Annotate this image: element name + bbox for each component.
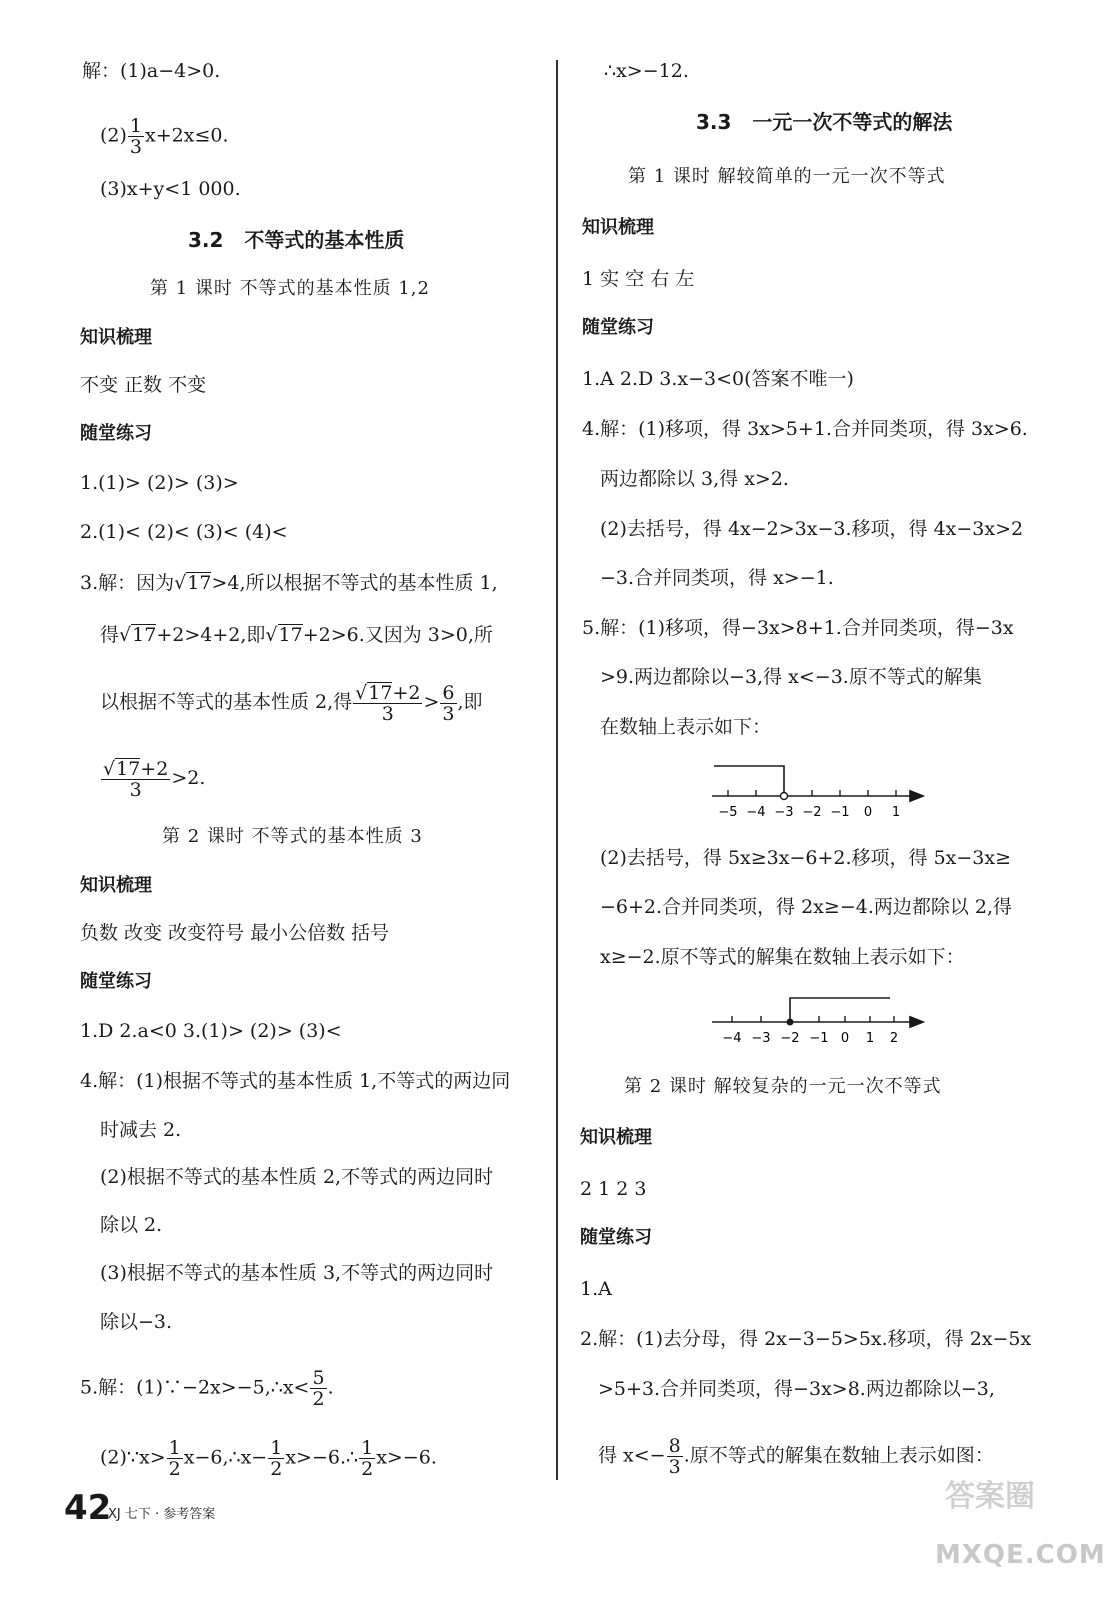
closed-point <box>787 1019 794 1026</box>
footer-label: XJ 七下 · 参考答案 <box>108 1507 216 1522</box>
right-top-line: ∴x>−12. <box>604 60 689 82</box>
s33-l2-q1: 1.A <box>580 1278 612 1300</box>
section-3-2-heading: 3.2 不等式的基本性质 <box>188 228 405 252</box>
s32-l1-q1: 1.(1)> (2)> (3)> <box>80 472 239 494</box>
s33-lesson1-title: 第 1 课时 解较简单的一元一次不等式 <box>628 166 946 187</box>
number-line-1 <box>700 756 940 828</box>
s32-l2-q4f: 除以−3. <box>100 1311 173 1333</box>
open-point <box>781 793 788 800</box>
s32-l2-q5b: (2)∵x> $\frac{1}{2}$ x−6,∴x− $\frac{1}{2}$ x>−6.∴ $\frac{1}{2}$ x>−6. <box>100 1437 437 1480</box>
s33-l2-q2b: >5+3.合并同类项，得−3x>8.两边都除以−3, <box>598 1378 995 1400</box>
label-knowledge: 知识梳理 <box>80 327 152 348</box>
s33-l1-q4c: (2)去括号，得 4x−2>3x−3.移项，得 4x−3x>2 <box>600 518 1024 540</box>
watermark-text: MXQE.COM <box>935 1540 1106 1570</box>
watermark-logo-icon: 答案圈 <box>945 1479 1035 1514</box>
tick-label: −2 <box>780 1031 800 1046</box>
tick-label: 2 <box>889 1031 899 1046</box>
s32-l1-q2: 2.(1)< (2)< (3)< (4)< <box>80 521 288 543</box>
ticks-1 <box>728 790 896 796</box>
s32-l2-knowledge: 负数 改变 改变符号 最小公倍数 括号 <box>80 922 390 944</box>
s32-l1-knowledge: 不变 正数 不变 <box>80 374 207 396</box>
s32-lesson2-title: 第 2 课时 不等式的基本性质 3 <box>162 826 423 847</box>
s32-l2-q4c: (2)根据不等式的基本性质 2,不等式的两边同时 <box>100 1166 494 1188</box>
s33-l1-q5c: 在数轴上表示如下： <box>600 716 772 738</box>
s32-l2-q4b: 时减去 2. <box>100 1119 182 1141</box>
q4-intro: 解：(1)a−4>0. <box>82 60 221 82</box>
s33-l1-q4d: −3.合并同类项，得 x>−1. <box>600 567 834 589</box>
s32-l2-q5a: 5.解：(1)∵−2x>−5,∴x< $\frac{5}{2}$ . <box>80 1367 334 1410</box>
s32-l2-q4d: 除以 2. <box>100 1214 163 1236</box>
s32-l2-q4a: 4.解：(1)根据不等式的基本性质 1,不等式的两边同 <box>80 1070 511 1092</box>
s32-lesson1-title: 第 1 课时 不等式的基本性质 1,2 <box>150 278 430 299</box>
tick-label: 0 <box>840 1031 850 1046</box>
tick-label: −3 <box>751 1031 771 1046</box>
tick-label: −3 <box>774 805 794 820</box>
tick-label: −1 <box>830 805 850 820</box>
s33-l1-q5f: x≥−2.原不等式的解集在数轴上表示如下： <box>600 946 965 968</box>
tick-label: −4 <box>722 1031 742 1046</box>
s33-l2-knowledge: 2 1 2 3 <box>580 1178 647 1200</box>
s33-l1-q4b: 两边都除以 3,得 x>2. <box>600 468 789 490</box>
s33-l2-q2a: 2.解：(1)去分母，得 2x−3−5>5x.移项，得 2x−5x <box>580 1328 1032 1350</box>
label-knowledge-2: 知识梳理 <box>80 875 152 896</box>
s33-l1-knowledge: 1 实 空 右 左 <box>582 268 695 290</box>
q4-line2: (2) $\frac{1}{3}$ x+2x≤0. <box>100 115 229 158</box>
ticks-2 <box>732 1016 894 1022</box>
s32-l2-q4e: (3)根据不等式的基本性质 3,不等式的两边同时 <box>100 1262 494 1284</box>
s33-lesson2-title: 第 2 课时 解较复杂的一元一次不等式 <box>624 1076 942 1097</box>
s33-l1-q5b: >9.两边都除以−3,得 x<−3.原不等式的解集 <box>600 666 982 688</box>
s33-l1-q4a: 4.解：(1)移项，得 3x>5+1.合并同类项，得 3x>6. <box>582 418 1028 440</box>
label-knowledge-4: 知识梳理 <box>580 1127 652 1148</box>
tick-label: 0 <box>863 805 873 820</box>
s32-l1-q3-line3: 以根据不等式的基本性质 2,得 $\frac{√17+2}{3}$ > $\frac{6}{3}$ ,即 <box>100 681 483 725</box>
s33-l1-q5a: 5.解：(1)移项，得−3x>8+1.合并同类项，得−3x <box>582 617 1014 639</box>
fraction-one-third: $\frac{1}{3}$ <box>129 115 143 158</box>
q4-line1 <box>82 58 220 84</box>
label-practice-3: 随堂练习 <box>582 317 654 338</box>
label-knowledge-3: 知识梳理 <box>582 217 654 238</box>
s32-l1-q3-line2: 得√17+2>4+2,即√17+2>6.又因为 3>0,所 <box>100 624 493 646</box>
q4-line3: (3)x+y<1 000. <box>100 178 241 200</box>
s33-l1-q5e: −6+2.合并同类项，得 2x≥−4.两边都除以 2,得 <box>600 896 1013 918</box>
tick-label: −2 <box>802 805 822 820</box>
s32-l1-q3-line4: $\frac{√17+2}{3}$ >2. <box>103 758 206 801</box>
number-line-2 <box>700 988 940 1052</box>
s33-l1-q5d: (2)去括号，得 5x≥3x−6+2.移项，得 5x−3x≥ <box>600 847 1012 869</box>
s33-l1-q1: 1.A 2.D 3.x−3<0(答案不唯一) <box>582 368 854 390</box>
tick-label: −5 <box>718 805 738 820</box>
label-practice-2: 随堂练习 <box>80 971 152 992</box>
label-practice: 随堂练习 <box>80 423 152 444</box>
tick-label: −1 <box>809 1031 829 1046</box>
s32-l1-q3-line1: 3.解：因为√17>4,所以根据不等式的基本性质 1, <box>80 572 498 594</box>
s32-l2-q1: 1.D 2.a<0 3.(1)> (2)> (3)< <box>80 1020 342 1042</box>
section-3-3-heading: 3.3 一元一次不等式的解法 <box>696 110 953 134</box>
tick-label: −4 <box>746 805 766 820</box>
tick-label: 1 <box>865 1031 875 1046</box>
column-divider <box>556 60 558 1480</box>
s33-l2-q2c: 得 x<− $\frac{8}{3}$ .原不等式的解集在数轴上表示如图： <box>598 1435 994 1478</box>
tick-label: 1 <box>891 805 901 820</box>
label-practice-4: 随堂练习 <box>580 1227 652 1248</box>
page-number: 42 <box>64 1488 112 1528</box>
